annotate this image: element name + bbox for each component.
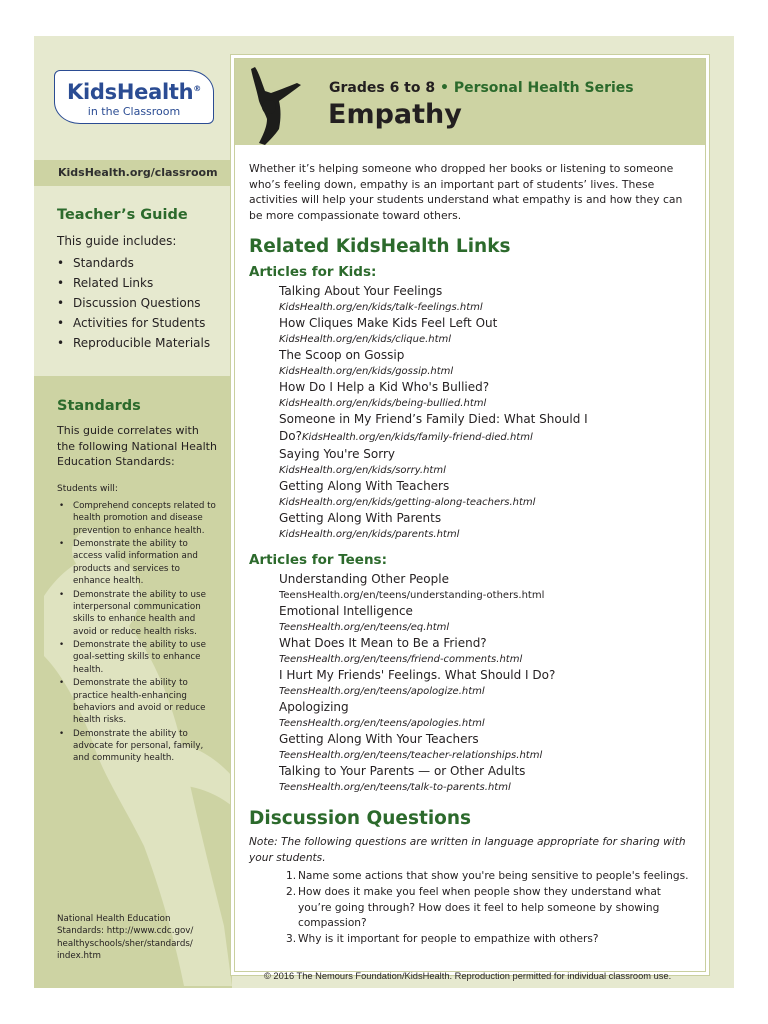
article-link[interactable]: KidsHealth.org/en/kids/clique.html: [279, 334, 452, 345]
logo-wordmark: KidsHealth: [67, 80, 194, 104]
list-item: [279, 347, 689, 379]
standards-footnote: National Health Education Standards: http://www.cdc.gov/ healthyschools/sher/standards/ index.htm: [57, 914, 194, 961]
list-item: [279, 635, 689, 667]
article-title: Getting Along With Parents: [279, 511, 442, 525]
classroom-url[interactable]: KidsHealth.org/classroom: [58, 166, 218, 179]
article-link[interactable]: KidsHealth.org/en/kids/getting-along-teachers.html: [279, 497, 536, 508]
question-number: 2.: [286, 885, 297, 898]
grade-level: Grades 6 to 8: [329, 80, 436, 96]
students-will-label: Students will:: [57, 484, 118, 494]
discussion-note: Note: The following questions are written in language appropriate for sharing with your students.: [249, 836, 686, 864]
article-title: Emotional Intelligence: [279, 604, 413, 618]
classroom-url-band: [34, 160, 232, 186]
question-number: 1.: [286, 870, 297, 882]
discussion-questions-list: [249, 869, 689, 948]
list-item: • Reproducible Materials: [57, 333, 210, 353]
list-item: • Demonstrate the ability to practice health-enhancing behaviors and avoid or reduce health risks.: [57, 677, 219, 726]
article-title: Understanding Other People: [279, 572, 449, 586]
logo-subtitle: in the Classroom: [87, 105, 181, 118]
list-item: [279, 763, 689, 795]
article-link[interactable]: KidsHealth.org/en/kids/family-friend-died.html: [301, 432, 533, 443]
list-item: [279, 478, 689, 510]
kidshealth-logo[interactable]: [54, 70, 214, 124]
kids-articles-list: [249, 283, 689, 542]
list-item: • Demonstrate the ability to use goal-setting skills to enhance health.: [57, 639, 219, 676]
header-band: [235, 59, 705, 145]
series-name: Personal Health Series: [453, 80, 634, 96]
article-link[interactable]: TeensHealth.org/en/teens/understanding-others.html: [279, 590, 545, 601]
article-title: Talking to Your Parents — or Other Adults: [279, 764, 526, 778]
article-link[interactable]: KidsHealth.org/en/kids/parents.html: [279, 529, 460, 540]
standards-description: This guide correlates with the following National Health Education Standards:: [57, 424, 217, 468]
list-item: • Related Links: [57, 273, 210, 293]
page: [34, 36, 734, 988]
article-title: The Scoop on Gossip: [279, 348, 405, 362]
article-title-continued: Do?: [279, 429, 302, 443]
teens-articles-list: [249, 571, 689, 795]
article-title: How Cliques Make Kids Feel Left Out: [279, 316, 498, 330]
article-link[interactable]: TeensHealth.org/en/teens/apologies.html: [279, 718, 485, 729]
list-item: • Demonstrate the ability to use interpersonal communication skills to enhance health and avoid or reduce health risks.: [57, 589, 219, 638]
article-link[interactable]: KidsHealth.org/en/kids/talk-feelings.html: [279, 302, 483, 313]
list-item: [279, 379, 689, 411]
discussion-questions-title: Discussion Questions: [249, 808, 472, 829]
article-title: Someone in My Friend’s Family Died: What Should I: [279, 412, 588, 426]
main-panel: [234, 58, 706, 972]
question-text: How does it make you feel when people show they understand what you’re going through? How does it feel to help someone by showing compassion?: [298, 885, 661, 930]
list-item: • Standards: [57, 253, 210, 273]
grade-series-line: [329, 80, 634, 96]
article-title: Apologizing: [279, 700, 349, 714]
article-link[interactable]: KidsHealth.org/en/kids/sorry.html: [279, 465, 446, 476]
related-links-title: Related KidsHealth Links: [249, 236, 511, 257]
article-link[interactable]: TeensHealth.org/en/teens/talk-to-parents.html: [279, 782, 511, 793]
list-item: [279, 315, 689, 347]
article-link[interactable]: TeensHealth.org/en/teens/eq.html: [279, 622, 450, 633]
standards-panel: [34, 376, 232, 988]
question-text: Name some actions that show you're being sensitive to people's feelings.: [298, 870, 689, 882]
article-title: Talking About Your Feelings: [279, 284, 443, 298]
teachers-guide-list: [57, 253, 210, 353]
list-item: [279, 731, 689, 763]
teachers-guide-intro: This guide includes:: [57, 234, 177, 248]
standards-title: Standards: [57, 398, 141, 414]
article-title: Saying You're Sorry: [279, 447, 396, 461]
page-title: Empathy: [328, 99, 462, 130]
article-link[interactable]: KidsHealth.org/en/kids/gossip.html: [279, 366, 454, 377]
article-title: I Hurt My Friends' Feelings. What Should I Do?: [279, 668, 556, 682]
kids-articles-heading: Articles for Kids:: [249, 264, 377, 280]
article-link[interactable]: TeensHealth.org/en/teens/teacher-relationships.html: [279, 750, 543, 761]
question-text: Why is it important for people to empathize with others?: [298, 933, 599, 946]
article-link[interactable]: TeensHealth.org/en/teens/friend-comments.html: [279, 654, 523, 665]
main-content: [249, 161, 689, 948]
list-item: • Demonstrate the ability to advocate for personal, family, and community health.: [57, 728, 219, 765]
teens-articles-heading: Articles for Teens:: [249, 552, 387, 568]
article-title: Getting Along With Your Teachers: [279, 732, 479, 746]
list-item: • Demonstrate the ability to access valid information and products and services to enhance health.: [57, 538, 219, 587]
list-item: [279, 283, 689, 315]
list-item: [279, 699, 689, 731]
article-link[interactable]: KidsHealth.org/en/kids/being-bullied.html: [279, 398, 487, 409]
teachers-guide-title: Teacher’s Guide: [57, 207, 188, 223]
article-link[interactable]: TeensHealth.org/en/teens/apologize.html: [279, 686, 485, 697]
list-item: • Discussion Questions: [57, 293, 210, 313]
intro-paragraph: Whether it’s helping someone who dropped her books or listening to someone who’s feeling down, empathy is an important part of students’ lives. These activities will help your students understand what empathy is and how they can be more compassionate toward others.: [249, 162, 683, 222]
cartwheel-figure-icon: [245, 63, 309, 145]
list-item: • Comprehend concepts related to health promotion and disease prevention to enhance health.: [57, 500, 219, 537]
list-item: [279, 667, 689, 699]
article-title: Getting Along With Teachers: [279, 479, 450, 493]
list-item: [279, 571, 689, 603]
article-title: How Do I Help a Kid Who's Bullied?: [279, 380, 490, 394]
article-title: What Does It Mean to Be a Friend?: [279, 636, 487, 650]
sidebar: [34, 36, 232, 988]
logo-registered-mark: ®: [193, 84, 201, 93]
list-item: [286, 885, 689, 932]
standards-list: [57, 500, 219, 766]
list-item: [279, 510, 689, 542]
list-item: [279, 603, 689, 635]
list-item: • Activities for Students: [57, 313, 210, 333]
list-item: [286, 932, 689, 948]
bullet-separator: •: [435, 80, 454, 96]
question-number: 3.: [286, 933, 297, 946]
list-item: [279, 411, 689, 446]
list-item: [286, 869, 689, 885]
copyright-footer: © 2016 The Nemours Foundation/KidsHealth. Reproduction permitted for individual classroom use.: [264, 971, 672, 981]
list-item: [279, 446, 689, 478]
